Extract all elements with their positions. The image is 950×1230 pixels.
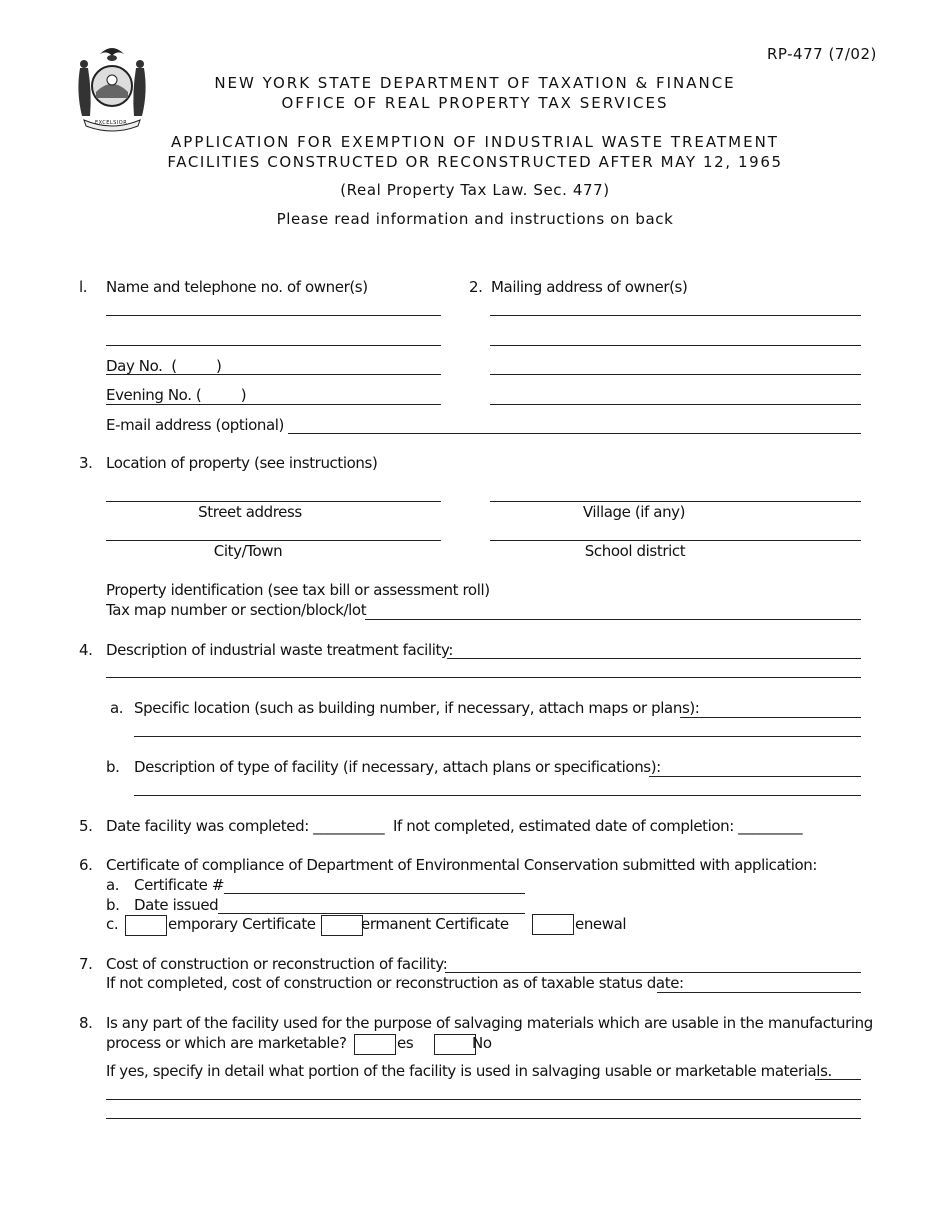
village-line[interactable] — [490, 501, 861, 502]
email-label: E-mail address (optional) — [106, 416, 284, 434]
temporary-certificate-checkbox[interactable] — [125, 915, 167, 936]
mailing-address-line-4[interactable] — [490, 404, 861, 405]
status-date-cost-line[interactable] — [657, 992, 861, 993]
renewal-label: enewal — [575, 915, 627, 933]
day-phone-label: Day No. ( ) — [106, 357, 222, 375]
q1-label: Name and telephone no. of owner(s) — [106, 278, 368, 296]
email-line[interactable] — [288, 433, 861, 434]
facility-description-line-2[interactable] — [106, 677, 861, 678]
q4b-number: b. — [106, 758, 120, 776]
salvage-yes-label: es — [397, 1034, 414, 1052]
office-name: OFFICE OF REAL PROPERTY TAX SERVICES — [281, 94, 669, 112]
school-district-line[interactable] — [490, 540, 861, 541]
salvage-no-label: No — [472, 1034, 492, 1052]
city-town-line[interactable] — [106, 540, 441, 541]
q7-number: 7. — [79, 955, 93, 973]
q7-label-2: If not completed, cost of construction or reconstruction as of taxable status date: — [106, 974, 684, 992]
q4a-number: a. — [110, 699, 124, 717]
form-title-line1: APPLICATION FOR EXEMPTION OF INDUSTRIAL WASTE TREATMENT — [171, 133, 779, 151]
q4b-label: Description of type of facility (if necessary, attach plans or specifications): — [134, 758, 661, 776]
specific-location-line-2[interactable] — [134, 736, 861, 737]
salvage-detail-line-2[interactable] — [106, 1099, 861, 1100]
salvage-yes-checkbox[interactable] — [354, 1034, 396, 1055]
q3-number: 3. — [79, 454, 93, 472]
form-title-line2: FACILITIES CONSTRUCTED OR RECONSTRUCTED AFTER MAY 12, 1965 — [167, 153, 783, 171]
law-reference: (Real Property Tax Law. Sec. 477) — [340, 181, 610, 199]
dept-name: NEW YORK STATE DEPARTMENT OF TAXATION & FINANCE — [214, 74, 736, 92]
salvage-detail-line-3[interactable] — [106, 1118, 861, 1119]
day-phone-line[interactable] — [106, 374, 441, 375]
owner-name-line-2[interactable] — [106, 345, 441, 346]
specific-location-line-1[interactable] — [680, 717, 861, 718]
q4-number: 4. — [79, 641, 93, 659]
salvage-detail-label: If yes, specify in detail what portion of the facility is used in salvaging usable or marketable materials. — [106, 1062, 832, 1080]
facility-description-line-1[interactable] — [447, 658, 861, 659]
q5-number: 5. — [79, 817, 93, 835]
date-issued-line[interactable] — [218, 913, 525, 914]
instructions-note: Please read information and instructions on back — [276, 210, 674, 228]
mailing-address-line-3[interactable] — [490, 374, 861, 375]
q4a-label: Specific location (such as building number, if necessary, attach maps or plans): — [134, 699, 700, 717]
seal-motto: EXCELSIOR — [95, 120, 128, 126]
q5-label[interactable]: Date facility was completed: __________ If not completed, estimated date of completion: _________ — [106, 817, 803, 835]
property-id-label: Property identification (see tax bill or assessment roll) — [106, 581, 490, 599]
evening-phone-line[interactable] — [106, 404, 441, 405]
q6-label: Certificate of compliance of Department of Environmental Conservation submitted with application: — [106, 856, 818, 874]
temporary-certificate-label: emporary Certificate — [168, 915, 316, 933]
street-address-line[interactable] — [106, 501, 441, 502]
q6-number: 6. — [79, 856, 93, 874]
q1-number: l. — [79, 278, 88, 296]
permanent-certificate-checkbox[interactable] — [321, 915, 363, 936]
facility-type-line-1[interactable] — [649, 776, 861, 777]
q8-number: 8. — [79, 1014, 93, 1032]
construction-cost-line[interactable] — [445, 972, 861, 973]
q4-label: Description of industrial waste treatment facility: — [106, 641, 453, 659]
q7-label: Cost of construction or reconstruction of facility: — [106, 955, 448, 973]
tax-map-label: Tax map number or section/block/lot — [106, 601, 367, 619]
mailing-address-line-2[interactable] — [490, 345, 861, 346]
q6a-number: a. — [106, 876, 120, 894]
renewal-checkbox[interactable] — [532, 914, 574, 935]
salvage-no-checkbox[interactable] — [434, 1034, 476, 1055]
form-id: RP-477 (7/02) — [767, 45, 877, 63]
owner-name-line-1[interactable] — [106, 315, 441, 316]
salvage-detail-line-1[interactable] — [815, 1079, 861, 1080]
tax-map-line[interactable] — [365, 619, 861, 620]
street-address-caption: Street address — [198, 503, 302, 521]
q6b-number: b. — [106, 896, 120, 914]
q3-label: Location of property (see instructions) — [106, 454, 378, 472]
q8-label-2: process or which are marketable? — [106, 1034, 347, 1052]
q8-label: Is any part of the facility used for the purpose of salvaging materials which are usable in the manufacturing — [106, 1014, 873, 1032]
certificate-number-label: Certificate # — [134, 876, 225, 894]
q2-label: Mailing address of owner(s) — [491, 278, 688, 296]
q6c-number: c. — [106, 915, 119, 933]
facility-type-line-2[interactable] — [134, 795, 861, 796]
permanent-certificate-label: ermanent Certificate — [361, 915, 509, 933]
village-caption: Village (if any) — [582, 503, 686, 521]
certificate-number-line[interactable] — [224, 893, 525, 894]
school-district-caption: School district — [584, 542, 686, 560]
q2-number: 2. — [469, 278, 483, 296]
date-issued-label: Date issued — [134, 896, 219, 914]
evening-phone-label: Evening No. ( ) — [106, 386, 247, 404]
mailing-address-line-1[interactable] — [490, 315, 861, 316]
city-town-caption: City/Town — [213, 542, 283, 560]
